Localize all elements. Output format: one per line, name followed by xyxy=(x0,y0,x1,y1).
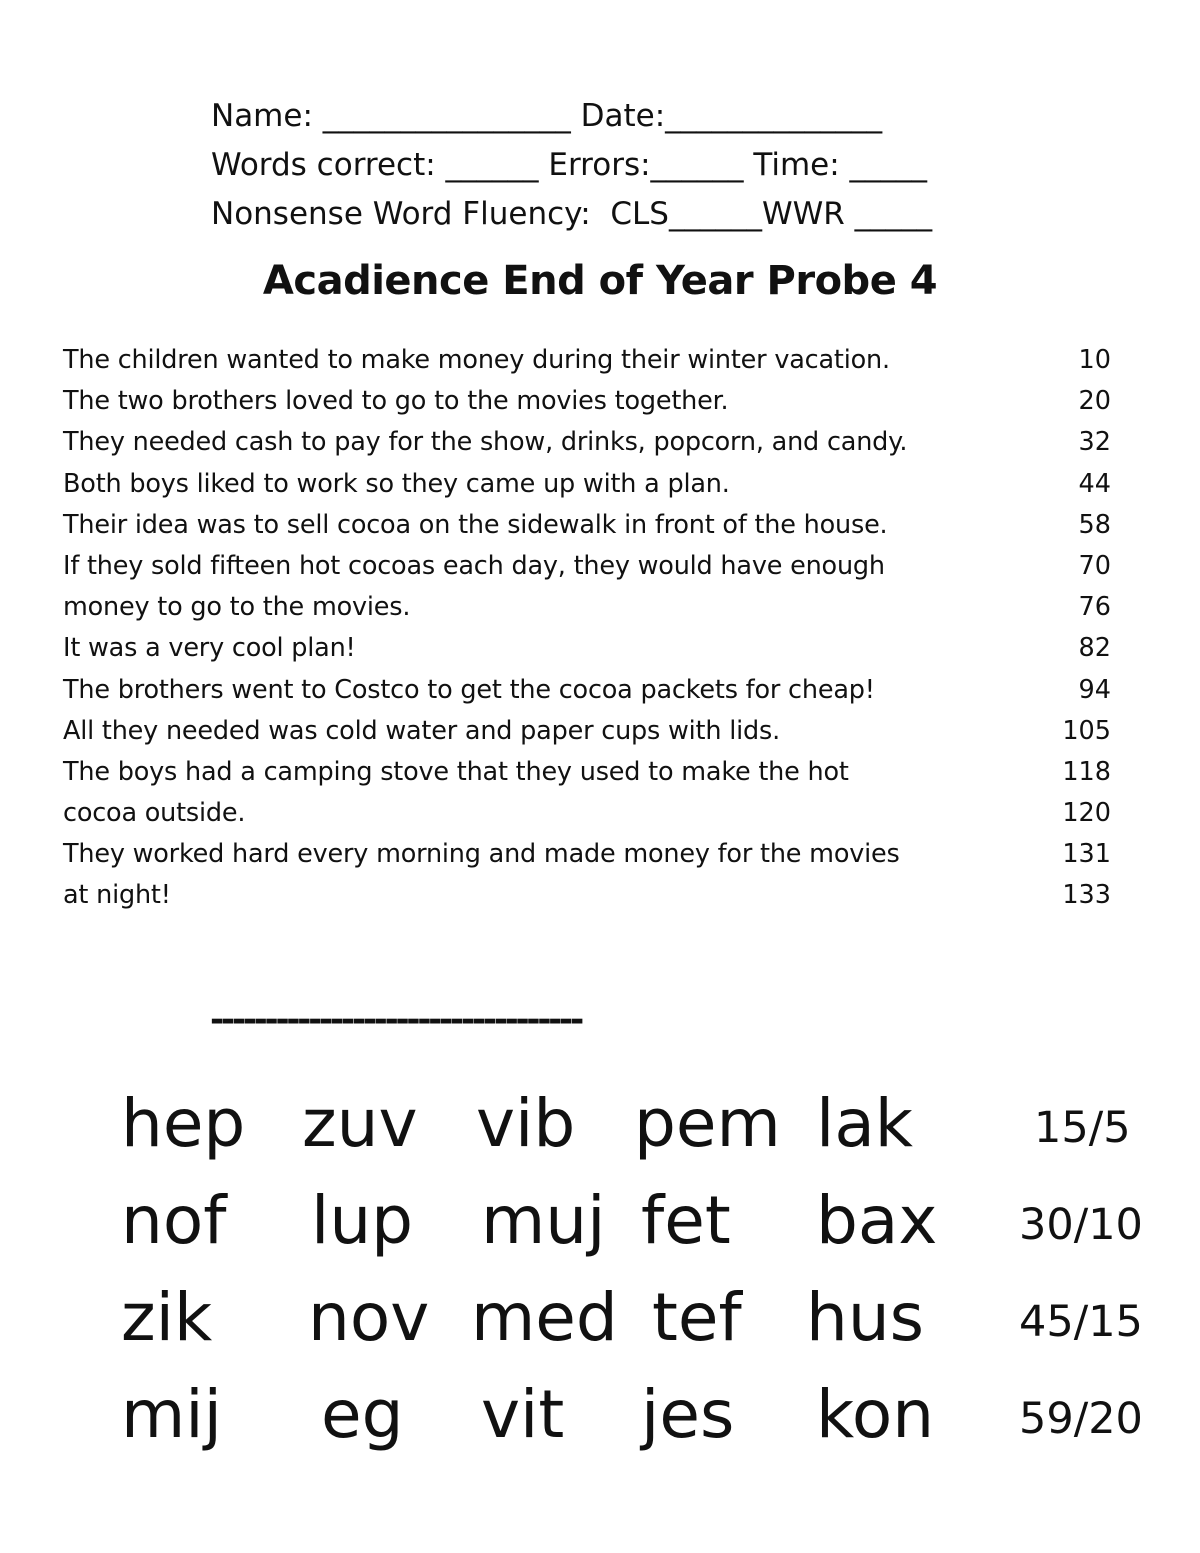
passage-line xyxy=(63,875,1123,916)
reading-passage xyxy=(63,340,1123,917)
passage-text: The two brothers loved to go to the movies together. xyxy=(63,386,729,417)
word-count: 76 xyxy=(1078,592,1111,623)
word-count: 94 xyxy=(1078,674,1111,705)
passage-line xyxy=(63,752,1123,793)
row-score: 59/20 xyxy=(1019,1394,1143,1444)
nonsense-word: tef xyxy=(652,1279,742,1356)
passage-line xyxy=(63,505,1123,546)
passage-text: money to go to the movies. xyxy=(63,592,411,623)
passage-text: They worked hard every morning and made money for the movies xyxy=(63,839,900,870)
nonsense-word: zik xyxy=(121,1279,213,1356)
student-info-header xyxy=(211,92,1011,239)
nonsense-word: hep xyxy=(121,1085,246,1162)
passage-line xyxy=(63,793,1123,834)
nonsense-word: nof xyxy=(121,1182,227,1259)
nonsense-word-row xyxy=(0,1075,1200,1172)
nonsense-word: vib xyxy=(476,1085,576,1162)
word-count: 133 xyxy=(1062,880,1111,911)
passage-text: They needed cash to pay for the show, drinks, popcorn, and candy. xyxy=(63,427,908,458)
nonsense-word: lup xyxy=(311,1182,414,1259)
page-title: Acadience End of Year Probe 4 xyxy=(262,258,938,304)
passage-text: Their idea was to sell cocoa on the sidewalk in front of the house. xyxy=(63,509,888,540)
section-divider: ---------------------------------- xyxy=(210,1000,581,1040)
passage-text: It was a very cool plan! xyxy=(63,633,356,664)
passage-line xyxy=(63,340,1123,381)
nonsense-word-row xyxy=(0,1172,1200,1269)
word-count: 44 xyxy=(1078,468,1111,499)
nonsense-word: nov xyxy=(308,1279,430,1356)
passage-text: All they needed was cold water and paper cups with lids. xyxy=(63,715,780,746)
nonsense-word: kon xyxy=(816,1376,935,1453)
passage-line xyxy=(63,422,1123,463)
passage-text: The boys had a camping stove that they used to make the hot xyxy=(63,756,849,787)
word-count: 58 xyxy=(1078,509,1111,540)
word-count: 120 xyxy=(1062,798,1111,829)
passage-text: cocoa outside. xyxy=(63,798,246,829)
word-count: 10 xyxy=(1078,345,1111,375)
word-count: 131 xyxy=(1062,839,1111,870)
nonsense-word: lak xyxy=(816,1085,914,1162)
passage-text: Both boys liked to work so they came up with a plan. xyxy=(63,468,730,499)
nwf-score-line: Nonsense Word Fluency: CLS______WWR _____ xyxy=(211,196,933,232)
score-line: Words correct: ______ Errors:______ Time: _____ xyxy=(211,147,928,183)
name-date-line: Name: ________________ Date:______________ xyxy=(211,98,883,134)
passage-text: The children wanted to make money during their winter vacation. xyxy=(63,345,890,375)
nonsense-word: eg xyxy=(321,1376,404,1453)
nonsense-word: jes xyxy=(641,1376,735,1453)
passage-line xyxy=(63,587,1123,628)
passage-text: at night! xyxy=(63,880,171,911)
nonsense-word: fet xyxy=(641,1182,731,1259)
nonsense-word: hus xyxy=(806,1279,925,1356)
passage-line xyxy=(63,670,1123,711)
passage-line xyxy=(63,711,1123,752)
row-score: 30/10 xyxy=(1019,1200,1143,1250)
passage-text: If they sold fifteen hot cocoas each day, they would have enough xyxy=(63,550,885,581)
word-count: 105 xyxy=(1062,715,1111,746)
word-count: 32 xyxy=(1078,427,1111,458)
passage-line xyxy=(63,546,1123,587)
nonsense-word: zuv xyxy=(302,1085,418,1162)
nonsense-word-grid xyxy=(0,1075,1200,1463)
passage-line xyxy=(63,628,1123,669)
word-count: 118 xyxy=(1062,756,1111,787)
nonsense-word: vit xyxy=(481,1376,565,1453)
passage-line xyxy=(63,381,1123,422)
word-count: 20 xyxy=(1078,386,1111,417)
word-count: 82 xyxy=(1078,633,1111,664)
nonsense-word-row xyxy=(0,1269,1200,1366)
passage-line xyxy=(63,464,1123,505)
nonsense-word: mij xyxy=(121,1376,222,1453)
row-score: 15/5 xyxy=(1034,1103,1131,1153)
nonsense-word: bax xyxy=(816,1182,938,1259)
nonsense-word: muj xyxy=(481,1182,606,1259)
nonsense-word-row xyxy=(0,1366,1200,1463)
row-score: 45/15 xyxy=(1019,1297,1143,1347)
nonsense-word: pem xyxy=(634,1085,781,1162)
nonsense-word: med xyxy=(471,1279,618,1356)
passage-text: The brothers went to Costco to get the cocoa packets for cheap! xyxy=(63,674,875,705)
word-count: 70 xyxy=(1078,550,1111,581)
passage-line xyxy=(63,834,1123,875)
